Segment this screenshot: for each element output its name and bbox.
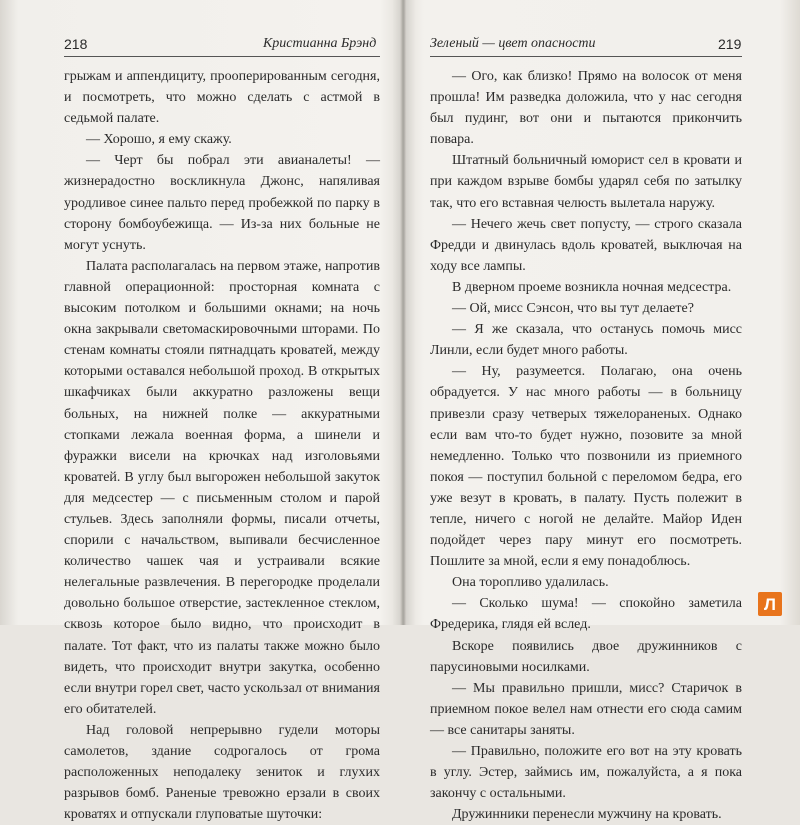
paragraph: Дружинники перенесли мужчину на кровать. [452, 807, 722, 823]
publisher-logo-icon [758, 592, 782, 616]
right-running-title: Зеленый — цвет опасности [430, 36, 596, 51]
paragraph: — Хорошо, я ему скажу. [86, 132, 232, 148]
paragraph: Штатный больничный юморист сел в кровати и при каждом взрыве бомбы ударял себя по затылку так, что его вставная челюсть вылетала наружу. [430, 153, 742, 211]
publisher-logo-glyph: Л [764, 594, 776, 614]
paragraph: — Ой, мисс Сэнсон, что вы тут делаете? [452, 301, 694, 317]
left-running-title: Кристианна Брэнд [263, 36, 377, 51]
left-page-text [64, 66, 380, 825]
left-page-number: 218 [64, 36, 88, 52]
right-header-rule [430, 56, 742, 57]
paragraph: — Ого, как близко! Прямо на волосок от меня прошла! Им разведка доложила, что у нас сегодня был пудинг, вот они и пытаются прикончить повара. [430, 69, 742, 148]
left-header-rule [64, 56, 380, 57]
paragraph: — Нечего жечь свет попусту, — строго сказала Фредди и двинулась вдоль кроватей, выключая на ходу все лампы. [430, 216, 742, 274]
paragraph: — Ну, разумеется. Полагаю, она очень обрадуется. У нас много работы — в больницу привезли сразу четверых тяжелораненых. Однако если вам что-то будет нужно, позовите за мной немедленно. Только что позвонили из приемного покоя — поступил больной с переломом бедра, его уже везут в кровать, в палату. Пусть полежит в тепле, ничего с ногой не делайте. Майор Иден подойдет через пару минут его посмотреть. Пошлите за мной, если я ему понадоблюсь. [430, 364, 742, 570]
paragraph: Она торопливо удалилась. [452, 575, 609, 591]
paragraph: Палата располагалась на первом этаже, напротив главной операционной: просторная комната с высоким потолком и большими окнами; на ночь окна закрывали светомаскировочными шторами. По стенам комнаты стояли пятнадцать кроватей, между которыми оставался небольшой проход. В открытых шкафчиках были аккуратно разложены вещи больных, на нижней полке — аккуратными стопками лежала военная форма, а шинели и фуражки висели на крючках над изголовьями кроватей. В углу был выгорожен небольшой закуток для медсестер — с письменным столом и парой стульев. Здесь заполняли формы, писали отчеты, спорили с начальством, выпивали бесчисленное количество чашек чая и устраивали всякие нелегальные развлечения. В перегородке проделали довольно большое отверстие, застекленное стеклом, сквозь которое было видно, что происходит в палате. Тот факт, что из палаты также можно было видеть, что происходит внутри закутка, особенно если внутри горел свет, часто ускользал от внимания его обитателей. [64, 258, 380, 717]
paragraph: В дверном проеме возникла ночная медсестра. [452, 279, 732, 295]
right-page-text [430, 66, 742, 825]
right-page [404, 0, 800, 823]
paragraph: Вскоре появились двое дружинников с парусиновыми носилками. [430, 638, 742, 675]
paragraph: — Мы правильно пришли, мисс? Старичок в приемном покое велел нам отнести его сюда самим — все санитары заняты. [430, 680, 742, 738]
paragraph: — Правильно, положите его вот на эту кровать в углу. Эстер, займись им, пожалуйста, а я пока закончу с остальными. [430, 744, 742, 802]
paragraph: — Сколько шума! — спокойно заметила Фредерика, глядя ей вслед. [430, 596, 742, 633]
right-page-number: 219 [718, 36, 742, 52]
paragraph: — Я же сказала, что останусь помочь мисс Линли, если будет много работы. [430, 322, 742, 359]
paragraph: — Черт бы побрал эти авианалеты! — жизнерадостно воскликнула Джонс, напяливая уродливое синее пальто перед пробежкой по парку в сторону бомбоубежища. — Из-за них больные не могут уснуть. [64, 153, 380, 253]
paragraph: Над головой непрерывно гудели моторы самолетов, здание содрогалось от грома расположенных неподалеку зениток и глухих разрывов бомб. Раненые тревожно ерзали в своих кроватях и отпускали глуповатые шуточки: [64, 722, 380, 823]
left-page [0, 0, 400, 823]
paragraph: грыжам и аппендициту, прооперированным сегодня, и посмотреть, что можно сделать с астмой в седьмой палате. [64, 69, 380, 127]
